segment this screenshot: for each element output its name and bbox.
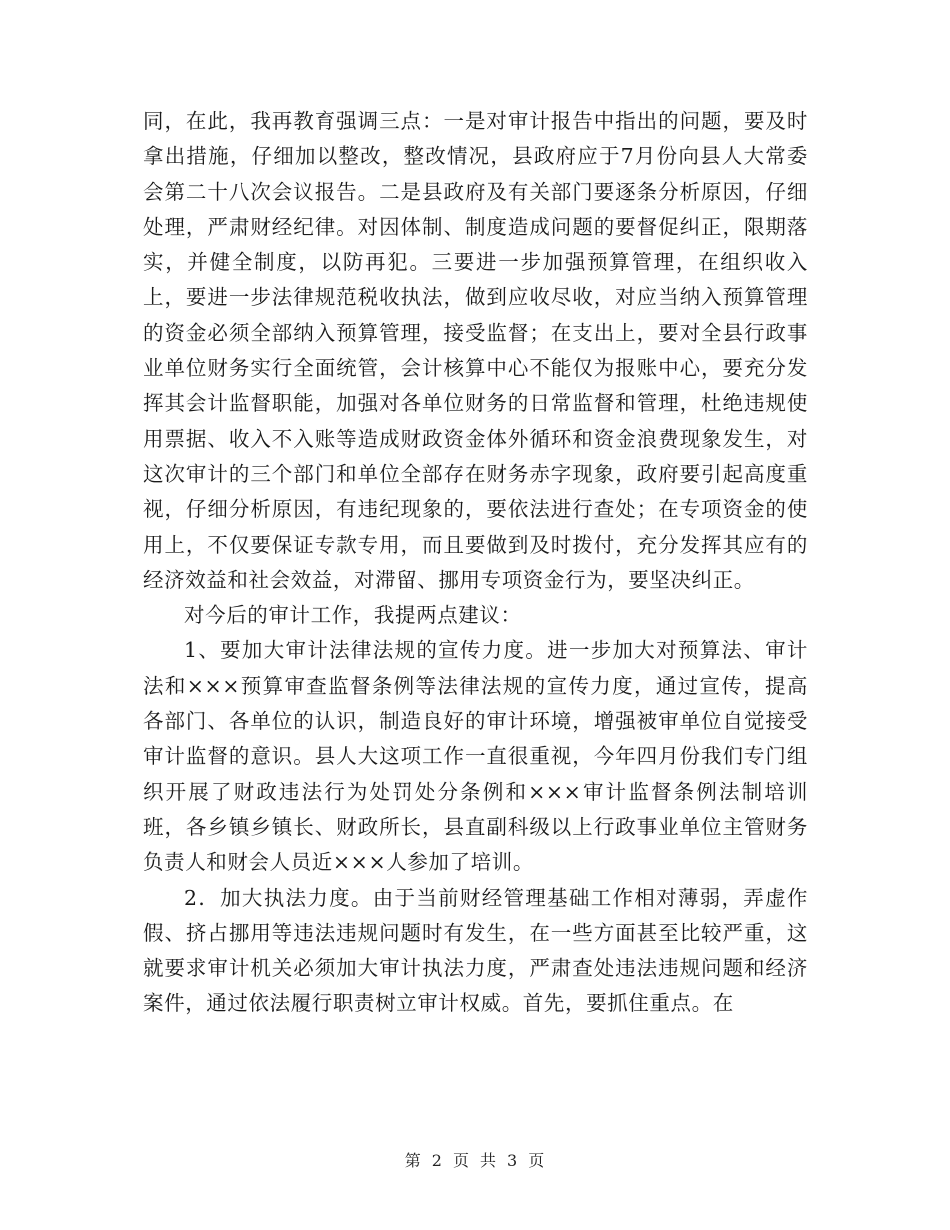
paragraph-suggestion-1: 1、要加大审计法律法规的宣传力度。进一步加大对预算法、审计法和×××预算审查监督条例等法律法规的宣传力度，通过宣传，提高各部门、各单位的认识，制造良好的审计环境，增强被审单位自觉接受审计监督的意识。县人大这项工作一直很重视，今年四月份我们专门组织开展了财政违法行为处罚处分条例和×××审计监督条例法制培训班，各乡镇乡镇长、财政所长，县直副科级以上行政事业单位主管财务负责人和财会人员近×××人参加了培训。 [143, 638, 808, 875]
page-footer [0, 1148, 950, 1171]
footer-total-pages: 3 [507, 1151, 519, 1170]
paragraph-suggestions-intro: 对今后的审计工作，我提两点建议： [184, 603, 522, 628]
paragraph-suggestion-2: 2．加大执法力度。由于当前财经管理基础工作相对薄弱，弄虚作假、挤占挪用等违法违规问题时有发生，在一些方面甚至比较严重，这就要求审计机关必须加大审计执法力度，严肃查处违法违规问题和经济案件，通过依法履行职责树立审计权威。首先，要抓住重点。在 [143, 885, 808, 1016]
document-body [143, 104, 808, 1022]
paragraph-continuation: 同，在此，我再教育强调三点：一是对审计报告中指出的问题，要及时拿出措施，仔细加以整改，整改情况，县政府应于7月份向县人大常委会第二十八次会议报告。二是县政府及有关部门要逐条分析原因，仔细处理，严肃财经纪律。对因体制、制度造成问题的要督促纠正，限期落实，并健全制度，以防再犯。三要进一步加强预算管理，在组织收入上，要进一步法律规范税收执法，做到应收尽收，对应当纳入预算管理的资金必须全部纳入预算管理，接受监督；在支出上，要对全县行政事业单位财务实行全面统管，会计核算中心不能仅为报账中心，要充分发挥其会计监督职能，加强对各单位财务的日常监督和管理，杜绝违规使用票据、收入不入账等造成财政资金体外循环和资金浪费现象发生，对这次审计的三个部门和单位全部存在财务赤字现象，政府要引起高度重视，仔细分析原因，有违纪现象的，要依法进行查处；在专项资金的使用上，不仅要保证专款专用，而且要做到及时拨付，充分发挥其应有的经济效益和社会效益，对滞留、挪用专项资金行为，要坚决纠正。 [143, 109, 808, 592]
footer-total-prefix: 共 [480, 1151, 498, 1170]
footer-page-number: 2 [431, 1151, 443, 1170]
footer-total-label: 页 [528, 1151, 546, 1170]
footer-page-label: 页 [452, 1151, 470, 1170]
footer-prefix: 第 [404, 1151, 422, 1170]
